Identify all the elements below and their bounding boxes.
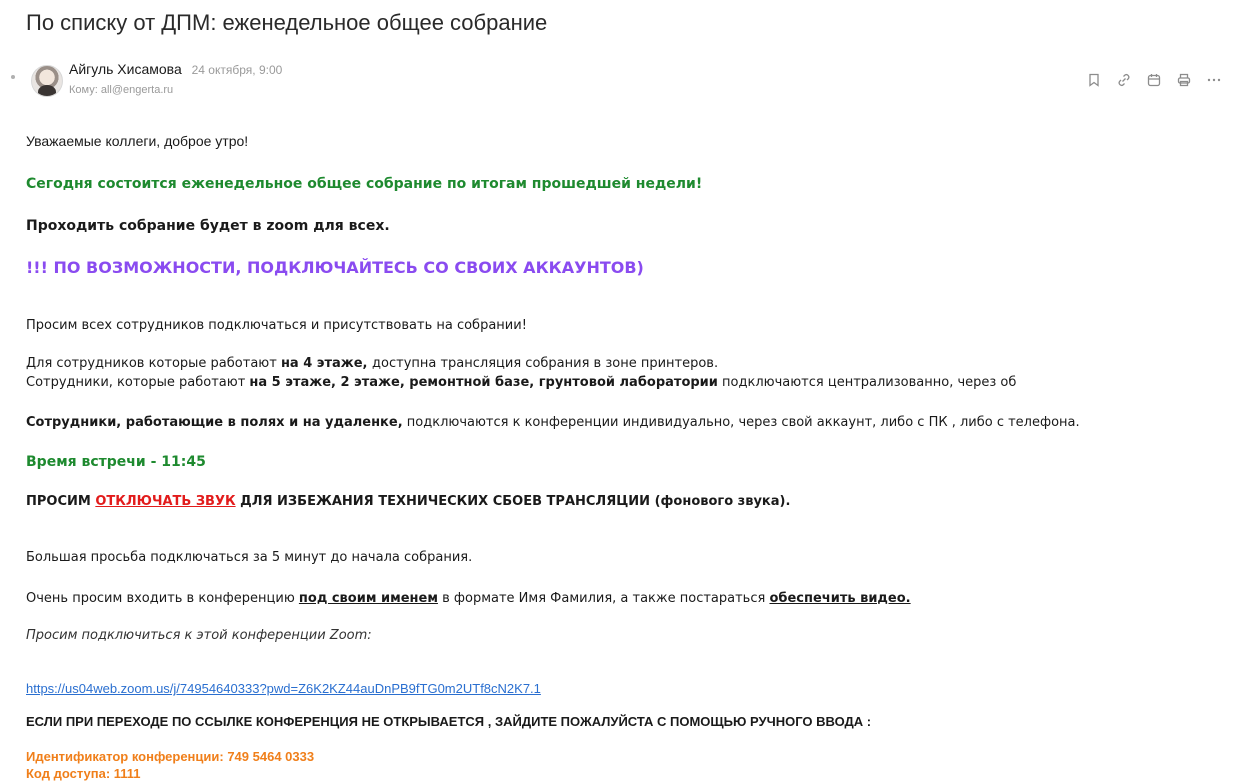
name-part-c: в формате Имя Фамилия, а также постараться xyxy=(437,591,770,606)
floor4-part-a: Для сотрудников которые работают xyxy=(26,356,281,371)
email-date: 24 октября, 9:00 xyxy=(191,63,283,77)
greeting-text: Уважаемые коллеги, доброе утро! xyxy=(26,133,249,149)
unread-dot[interactable] xyxy=(11,75,15,79)
zoom-link-row xyxy=(26,681,541,696)
to-label: Кому: xyxy=(69,84,98,96)
zoom-all-text: Проходить собрание будет в zoom для всех. xyxy=(26,218,390,234)
bookmark-icon[interactable] xyxy=(1079,68,1109,92)
floor5-line xyxy=(26,375,1016,390)
join-zoom-text: Просим подключиться к этой конференции Zoom: xyxy=(26,628,372,643)
remote-line xyxy=(26,415,1080,430)
email-subject: По списку от ДПМ: еженедельное общее собрание xyxy=(26,10,548,35)
mute-part-a: ПРОСИМ xyxy=(26,494,96,509)
link-icon[interactable] xyxy=(1109,68,1139,92)
name-line xyxy=(26,591,911,606)
access-code: Код доступа: 1111 xyxy=(26,766,141,781)
own-accounts-text: !!! ПО ВОЗМОЖНОСТИ, ПОДКЛЮЧАЙТЕСЬ СО СВОИХ АККАУНТОВ) xyxy=(26,258,644,277)
floor5-part-a: Сотрудники, которые работают xyxy=(26,375,250,390)
remote-part-a: Сотрудники, работающие в полях и на удаленке, xyxy=(26,415,403,430)
floor4-part-b: на 4 этаже, xyxy=(280,356,373,371)
to-address[interactable]: all@engerta.ru xyxy=(100,84,174,96)
meeting-time: Время встречи - 11:45 xyxy=(26,454,206,470)
floor5-part-c: подключаются централизованно, через об xyxy=(717,375,1017,390)
floor5-part-b: на 5 этаже, 2 этаже, ремонтной базе, грунтовой лаборатории xyxy=(249,375,718,390)
mute-part-b: ОТКЛЮЧАТЬ ЗВУК xyxy=(95,494,236,509)
mute-part-c: ДЛЯ ИЗБЕЖАНИЯ ТЕХНИЧЕСКИХ СБОЕВ ТРАНСЛЯЦИИ (фонового звука). xyxy=(235,494,791,509)
announce-text: Сегодня состоится еженедельное общее собрание по итогам прошедшей недели! xyxy=(26,176,703,192)
early-text: Большая просьба подключаться за 5 минут до начала собрания. xyxy=(26,550,473,565)
sender-line xyxy=(69,61,282,77)
remote-part-b: подключаются к конференции индивидуально, через свой аккаунт, либо с ПК , либо с телефона. xyxy=(402,415,1080,430)
mute-line xyxy=(26,494,790,509)
ask-all-text: Просим всех сотрудников подключаться и присутствовать на собрании! xyxy=(26,318,527,333)
floor4-line xyxy=(26,356,718,371)
more-icon[interactable] xyxy=(1199,68,1229,92)
name-part-d: обеспечить видео. xyxy=(769,591,911,606)
floor4-part-c: доступна трансляция собрания в зоне принтеров. xyxy=(372,356,719,371)
sender-avatar[interactable] xyxy=(31,65,63,97)
zoom-link[interactable]: https://us04web.zoom.us/j/74954640333?pwd=Z6K2KZ44auDnPB9fTG0m2UTf8cN2K7.1 xyxy=(26,681,541,696)
manual-entry-text: ЕСЛИ ПРИ ПЕРЕХОДЕ ПО ССЫЛКЕ КОНФЕРЕНЦИЯ НЕ ОТКРЫВАЕТСЯ , ЗАЙДИТЕ ПОЖАЛУЙСТА С ПОМОЩЬЮ РУЧНОГО ВВОДА : xyxy=(26,714,872,729)
name-part-a: Очень просим входить в конференцию xyxy=(26,591,299,606)
sender-name[interactable]: Айгуль Хисамова xyxy=(69,61,182,77)
recipient-line xyxy=(69,84,173,96)
conference-id: Идентификатор конференции: 749 5464 0333 xyxy=(26,749,315,764)
email-toolbar xyxy=(1079,68,1229,92)
calendar-icon[interactable] xyxy=(1139,68,1169,92)
print-icon[interactable] xyxy=(1169,68,1199,92)
name-part-b: под своим именем xyxy=(298,591,438,606)
email-header xyxy=(0,60,1243,104)
